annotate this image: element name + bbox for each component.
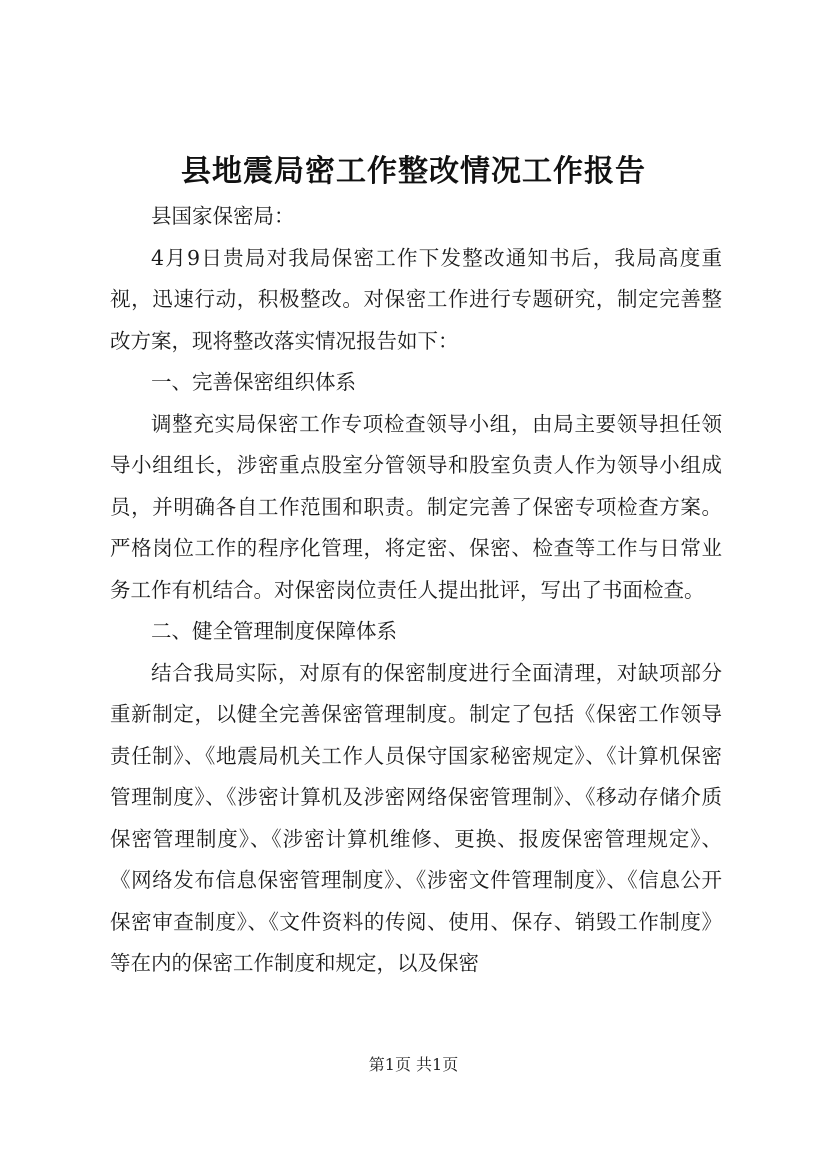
salutation: 县国家保密局： <box>151 204 295 228</box>
section-heading-1: 一、完善保密组织体系 <box>151 370 356 394</box>
paragraph-intro: 4月9日贵局对我局保密工作下发整改通知书后，我局高度重视，迅速行动，积极整改。对保密工作进行专题研究，制定完善整改方案，现将整改落实情况报告如下： <box>110 245 722 353</box>
document-body <box>110 196 722 985</box>
section-heading-2: 二、健全管理制度保障体系 <box>151 619 397 643</box>
paragraph-section-1: 调整充实局保密工作专项检查领导小组，由局主要领导担任领导小组组长，涉密重点股室分管领导和股室负责人作为领导小组成员，并明确各自工作范围和职责。制定完善了保密专项检查方案。严格岗位工作的程序化管理，将定密、保密、检查等工作与日常业务工作有机结合。对保密岗位责任人提出批评，写出了书面检查。 <box>110 411 722 602</box>
document-title: 县地震局密工作整改情况工作报告 <box>181 154 646 189</box>
page-footer: 第1页 共1页 <box>368 1055 459 1074</box>
paragraph-section-2: 结合我局实际，对原有的保密制度进行全面清理，对缺项部分重新制定，以健全完善保密管理制度。制定了包括《保密工作领导责任制》、《地震局机关工作人员保守国家秘密规定》、《计算机保密管理制度》、《涉密计算机及涉密网络保密管理制》、《移动存储介质保密管理制度》、《涉密计算机维修、更换、报废保密管理规定》、《网络发布信息保密管理制度》、《涉密文件管理制度》、《信息公开保密审查制度》、《文件资料的传阅、使用、保存、销毁工作制度》等在内的保密工作制度和规定，以及保密 <box>110 660 722 975</box>
